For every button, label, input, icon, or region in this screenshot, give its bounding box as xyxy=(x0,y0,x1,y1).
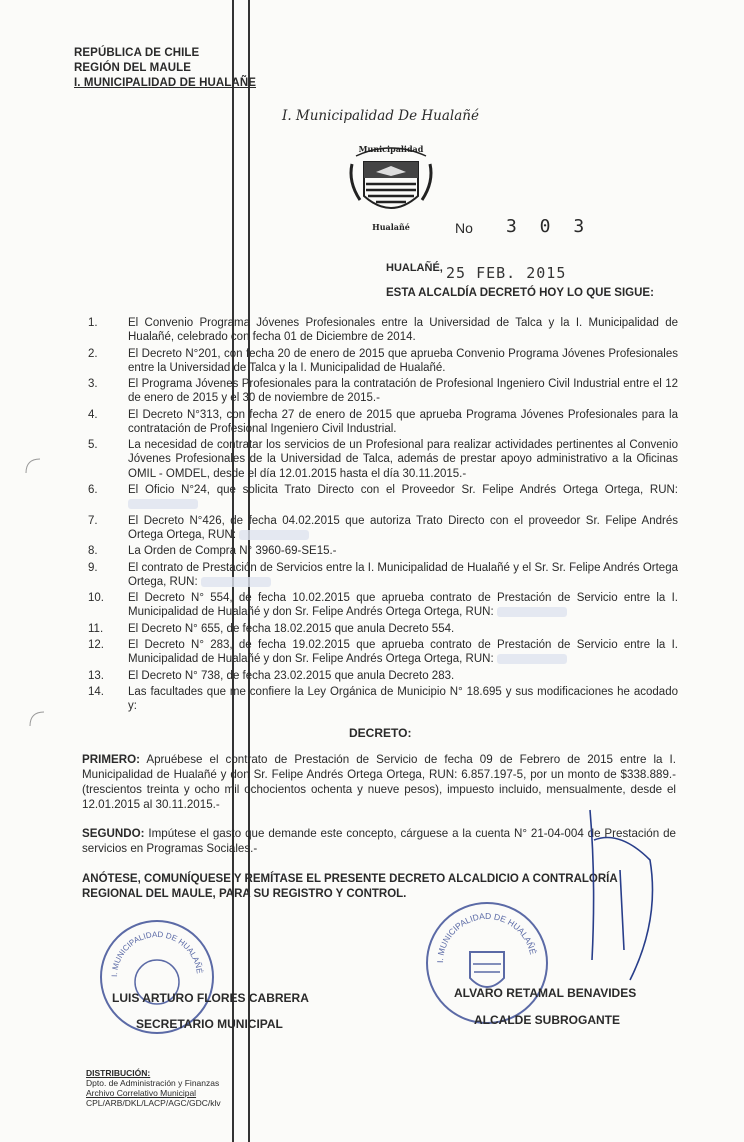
punch-hole-mark-top xyxy=(22,455,42,475)
consideration-number: 3. xyxy=(88,378,98,391)
secretary-stamp-text: I. MUNICIPALIDAD DE HUALAÑÉ xyxy=(109,929,204,978)
secretary-name: LUIS ARTURO FLORES CABRERA xyxy=(112,991,309,1005)
document-title: I. Municipalidad De Hualañé xyxy=(282,108,479,124)
consideration-number: 7. xyxy=(88,514,98,527)
consideration-text: El Decreto N°201, con fecha 20 de enero de 2015 que aprueba Convenio Programa Jóvenes Profesionales entre la Universidad de Talca y la I. Municipalidad de Hualañé. xyxy=(128,347,678,374)
consideration-text: El Decreto N° 283, de fecha 19.02.2015 que aprueba contrato de Prestación de Servicio entre la I. Municipalidad de Hualañé y don Sr. Felipe Andrés Ortega Ortega, RUN: xyxy=(128,639,678,666)
consideration-number: 5. xyxy=(88,439,98,452)
consideration-number: 12. xyxy=(88,639,104,652)
consideration-text: El Programa Jóvenes Profesionales para la contratación de Profesional Ingeniero Civil Industrial entre el 12 de enero de 2015 y el 30 de noviembre de 2015.- xyxy=(128,378,678,405)
redacted-run xyxy=(239,530,309,540)
consideration-text: La necesidad de contratar los servicios de un Profesional para realizar actividades pertinentes al Convenio Jóvenes Profesionales de la Universidad de Talca, además de prestar apoyo administrativo a la Oficinas OMIL - OMDEL, desde el día 12.01.2015 hasta el día 30.11.2015.- xyxy=(128,439,678,480)
mayor-name: ALVARO RETAMAL BENAVIDES xyxy=(454,986,637,1000)
consideration-item xyxy=(86,685,678,713)
mayor-title: ALCALDE SUBROGANTE xyxy=(474,1013,620,1027)
consideration-text: El Decreto N°426, de fecha 04.02.2015 que autoriza Trato Directo con el proveedor Sr. Felipe Andrés Ortega Ortega, RUN: xyxy=(128,514,678,541)
distribution-line-1: Dpto. de Administración y Finanzas xyxy=(86,1078,220,1088)
consideration-text: Las facultades que me confiere la Ley Orgánica de Municipio N° 18.695 y sus modificaciones he acodado y: xyxy=(128,686,678,713)
consideration-text: El Decreto N° 554, de fecha 10.02.2015 que aprueba contrato de Prestación de Servicio entre la I. Municipalidad de Hualañé y don Sr. Felipe Andrés Ortega Ortega, RUN: xyxy=(128,592,678,619)
secretary-seal-icon xyxy=(102,922,212,1032)
consideration-text: El Oficio N°24, que solicita Trato Directo con el Proveedor Sr. Felipe Andrés Ortega Ortega, RUN: xyxy=(128,483,678,511)
header-municipality: I. MUNICIPALIDAD DE HUALAÑE xyxy=(74,77,257,89)
consideration-item xyxy=(86,561,678,589)
header-country: REPÚBLICA DE CHILE xyxy=(74,47,200,59)
municipal-crest xyxy=(346,138,436,233)
crest-top-text: Municipalidad xyxy=(358,144,424,154)
segundo-text: Impútese el gasto que demande este concepto, cárguese a la cuenta N° 21-04-004 de Prestación de servicios en Programas Sociales.- xyxy=(82,827,676,855)
consideration-item xyxy=(86,347,678,375)
mayor-stamp xyxy=(426,902,548,1024)
consideration-text: El Decreto N° 738, de fecha 23.02.2015 que anula Decreto 283. xyxy=(128,669,455,682)
consideration-number: 2. xyxy=(88,347,98,360)
consideration-number: 4. xyxy=(88,408,98,421)
anotese-paragraph: ANÓTESE, COMUNÍQUESE Y REMÍTASE EL PRESENTE DECRETO ALCALDICIO A CONTRALORÍA REGIONAL DEL MAULE, PARA SU REGISTRO Y CONTROL. xyxy=(82,873,618,900)
consideration-item xyxy=(86,638,678,666)
decree-intro: ESTA ALCALDÍA DECRETÓ HOY LO QUE SIGUE: xyxy=(386,287,654,299)
considerations-list xyxy=(86,316,678,716)
segundo-label: SEGUNDO: xyxy=(82,827,145,840)
consideration-number: 8. xyxy=(88,545,98,558)
consideration-item xyxy=(86,483,678,511)
primero-label: PRIMERO: xyxy=(82,753,140,766)
decreto-heading: DECRETO: xyxy=(349,726,412,740)
consideration-item xyxy=(86,408,678,436)
consideration-number: 11. xyxy=(88,622,104,635)
decree-number-label: No xyxy=(455,220,473,236)
consideration-text: El Decreto N°313, con fecha 27 de enero de 2015 que aprueba Programa Jóvenes Profesionales para la contratación de Profesional Ingeniero Civil Industrial. xyxy=(128,408,678,435)
consideration-number: 14. xyxy=(88,686,104,699)
redacted-run xyxy=(201,577,271,587)
consideration-text: La Orden de Compra N° 3960-69-SE15.- xyxy=(128,545,337,558)
svg-text:I. MUNICIPALIDAD DE HUALAÑÉ xyxy=(110,930,204,977)
distribution-block xyxy=(86,1068,221,1108)
redacted-run xyxy=(497,654,567,664)
place: HUALAÑÉ, xyxy=(386,262,443,274)
header-region: REGIÓN DEL MAULE xyxy=(74,62,192,74)
consideration-number: 13. xyxy=(88,669,104,682)
primero-text: Apruébese el contrato de Prestación de Servicio de fecha 09 de Febrero de 2015 entre la I. Municipalidad de Hualañé y don Sr. Felipe Andrés Ortega Ortega, RUN: 6.857.197-5, por un monto de $338.889.- (trescientos treinta y ocho mil ochocientos ochenta y nueve pesos), impuesto incluido, mensualmente, desde el 12.01.2015 al 30.11.2015.- xyxy=(82,753,676,811)
consideration-text: El Decreto N° 655, de fecha 18.02.2015 que anula Decreto 554. xyxy=(128,622,455,635)
consideration-item xyxy=(86,544,678,558)
decree-number: 3 0 3 xyxy=(506,216,591,237)
consideration-text: El Convenio Programa Jóvenes Profesionales entre la Universidad de Talca y la I. Municipalidad de Hualañé, celebrado con fecha 01 de Diciembre de 2014. xyxy=(128,317,678,344)
consideration-number: 6. xyxy=(88,483,98,496)
consideration-item xyxy=(86,669,678,683)
secretary-title: SECRETARIO MUNICIPAL xyxy=(136,1017,283,1031)
consideration-item xyxy=(86,514,678,542)
punch-hole-mark-bottom xyxy=(26,708,46,728)
distribution-title: DISTRIBUCIÓN: xyxy=(86,1068,151,1078)
mayor-seal-icon xyxy=(428,904,546,1022)
consideration-number: 10. xyxy=(88,592,104,605)
crest-emblem-icon xyxy=(346,138,436,233)
crest-bottom-text: Hualañé xyxy=(372,222,410,232)
consideration-item xyxy=(86,591,678,619)
consideration-item xyxy=(86,316,678,344)
redacted-run xyxy=(497,607,567,617)
consideration-item xyxy=(86,622,678,636)
svg-text:I. MUNICIPALIDAD DE HUALAÑÉ xyxy=(435,911,538,963)
consideration-text: El contrato de Prestación de Servicios entre la I. Municipalidad de Hualañé y el Sr. Sr. Felipe Andrés Ortega Ortega, RUN: xyxy=(128,561,678,588)
consideration-number: 1. xyxy=(88,317,98,329)
distribution-line-2: Archivo Correlativo Municipal xyxy=(86,1088,197,1098)
consideration-number: 9. xyxy=(88,561,98,574)
date-stamp: 25 FEB. 2015 xyxy=(446,264,567,282)
consideration-item xyxy=(86,438,678,480)
mayor-stamp-text: I. MUNICIPALIDAD DE HUALAÑÉ xyxy=(434,910,539,964)
mayor-signature-mark xyxy=(560,800,690,1000)
distribution-line-3: CPL/ARB/DKL/LACP/AGC/GDC/klv xyxy=(86,1098,221,1108)
redacted-run xyxy=(128,499,198,509)
consideration-item xyxy=(86,377,678,405)
